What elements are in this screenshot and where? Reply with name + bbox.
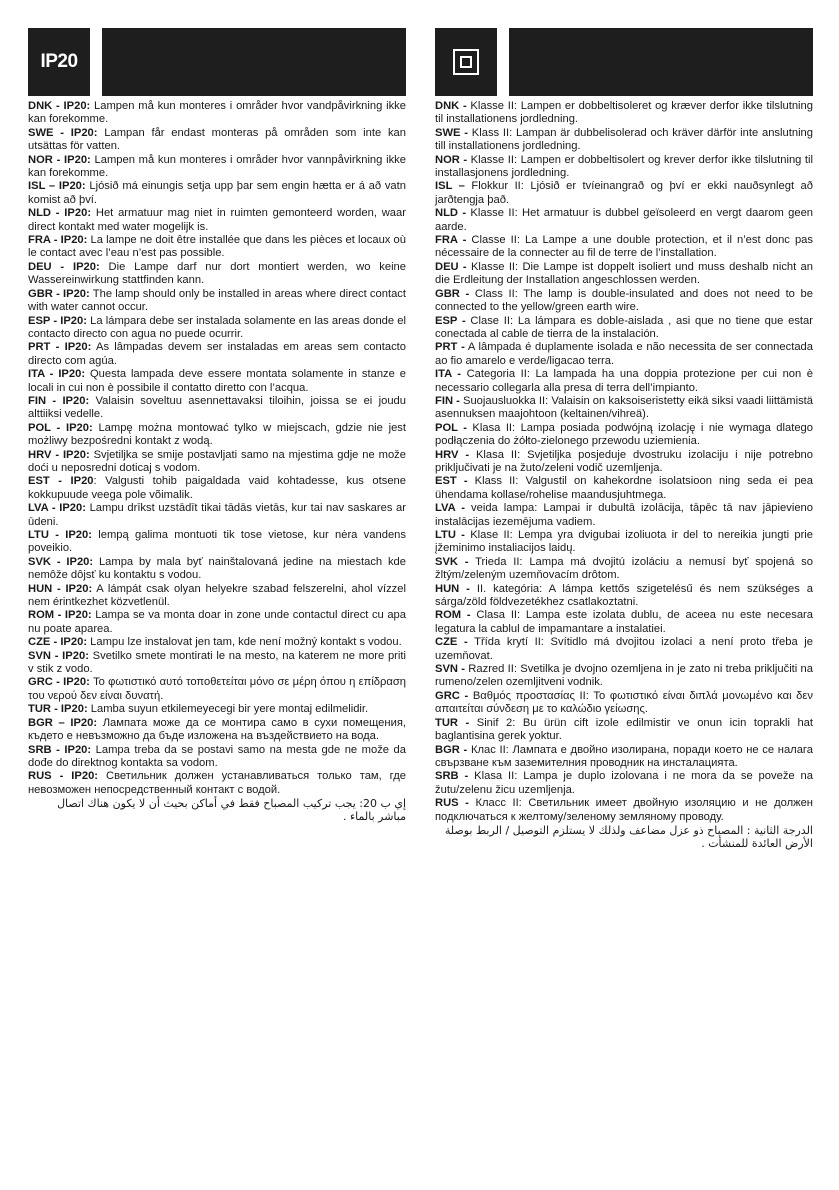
language-entry — [28, 207, 406, 234]
language-code: HUN - — [435, 582, 470, 595]
language-entry — [28, 502, 406, 529]
entry-text: : Valgusti tohib paigaldada vaid kohtadesse, kus otsene kokkupuude veega pole võimalik. — [28, 475, 406, 501]
entry-text: Valaisin soveltuu asennettavaksi tiloihin, joissa se ei joudu alttiiksi vedelle. — [28, 394, 407, 421]
entry-text: Лампата може да се монтира само в сухи помещения, където е невъзможно да бъде изложена на въздействието на вода. — [28, 716, 406, 743]
entry-text: Lampu drīkst uzstādīt tikai tādās vietās, kur tai nav saskares ar ūdeni. — [28, 502, 406, 528]
entry-text: Klasse II: Lampen er dobbeltisoleret og kræver derfor ikke tilslutning til installationens jordledning. — [435, 100, 813, 126]
entry-text: Klasa II: Lampa posiada podwójną izolację i nie wymaga dlatego podłączenia do żółto-zielonego przewodu uziemienia. — [435, 421, 813, 448]
class2-header — [435, 28, 813, 96]
language-entry — [28, 744, 406, 771]
language-entry — [28, 261, 406, 288]
language-entry — [435, 556, 813, 583]
language-code: SVK - — [435, 555, 469, 568]
language-entry — [435, 529, 813, 556]
language-code: HRV - — [435, 448, 470, 461]
entry-text: Clasa II: Lampa este izolata dublu, de aceea nu este necesara legatura la cablul de impamantare a instalatiei. — [435, 609, 813, 635]
language-code: PRT - — [435, 341, 465, 354]
ip20-header — [28, 28, 406, 96]
entry-text: Suojausluokka II: Valaisin on kaksoiseristetty eikä siksi vaadi liittämistä asennuksen maajohtoon (keltainen/vihreä). — [435, 394, 813, 421]
language-entry — [435, 368, 813, 395]
language-code: ITA - IP20: — [28, 368, 86, 381]
language-code: BGR - — [435, 743, 468, 756]
language-code: NLD - IP20: — [28, 207, 92, 220]
entry-text: Lamba suyun etkilemeyecegi bir yere montaj edilmelidir. — [87, 703, 369, 716]
entry-text: Sinif 2: Bu ürün cift izole edilmistir ve onun icin toprakli hat baglantisina gerek yoktur. — [435, 716, 814, 743]
language-entry — [28, 770, 406, 797]
language-entry — [435, 690, 813, 717]
language-entry — [28, 127, 406, 154]
language-code: FRA - — [435, 234, 467, 247]
language-code: DEU - — [435, 260, 467, 273]
entry-text: Klasse II: Lampen er dobbeltisolert og krever derfor ikke tilslutning til installasjonens jordledning. — [435, 153, 813, 180]
language-code: ITA - — [435, 368, 462, 381]
language-code: DNK - IP20: — [28, 100, 91, 112]
entry-text: La lampe ne doit être installée que dans les pièces et locaux où le contact avec l’eau n’est pas possible. — [28, 234, 406, 260]
language-entry — [28, 368, 406, 395]
entry-text: Questa lampada deve essere montata solamente in stanze e locali in cui non è possibile il contatto diretto con l’acqua. — [28, 368, 406, 394]
language-entry — [435, 315, 813, 342]
language-entry — [28, 180, 406, 207]
entry-text: Klasa II: Svjetiljka posjeduje dvostruku izolaciju i nije potrebno priključivati je na žuto/zeleni vodič uzemljenja. — [435, 448, 813, 474]
language-entry — [28, 650, 406, 677]
entry-text: Ljósið má einungis setja upp þar sem engin hætta er á að vatn komist að því. — [28, 180, 406, 206]
entry-text: Lampen må kun monteres i områder hvor vandpåvirkning ikke kan forekomme. — [28, 100, 406, 126]
double-insulation-icon — [453, 49, 479, 75]
ip20-badge — [28, 28, 90, 96]
language-code: PRT - IP20: — [28, 341, 92, 354]
language-entry — [435, 502, 813, 529]
language-code: POL - — [435, 421, 467, 434]
entry-text: Klass II: Valgustil on kahekordne isolatsioon ning seda ei pea ühendama kollase/rohelise maandusjuhtmega. — [435, 475, 813, 501]
entry-text: Svetilko smete montirati le na mesto, na katerem ne more priti v stik z vodo. — [28, 649, 406, 676]
language-code: NOR - IP20: — [28, 153, 91, 166]
entry-text: Lampa by mala byť nainštalovaná jedine na miestach kde nemôže dôjsť ku kontaktu s vodou. — [28, 555, 406, 582]
language-entry — [435, 234, 813, 261]
entry-text: Lampa treba da se postavi samo na mesta gde ne može da dođe do direktnog kontakta sa vodom. — [28, 743, 406, 769]
language-code: TUR - — [435, 716, 470, 729]
language-entry — [28, 449, 406, 476]
entry-text: Το φωτιστικό αυτό τοποθετείται μόνο σε μέρη όπου η επίδραση του νερού δεν είναι δυνατή. — [28, 676, 406, 702]
language-entry — [28, 341, 406, 368]
language-code: SVN - IP20: — [28, 649, 89, 662]
entry-text: Светильник должен устанавливаться только там, где невозможен непосредственный контакт с водой. — [28, 770, 407, 796]
entry-text: As lâmpadas devem ser instaladas em areas sem contacto directo com agúa. — [28, 341, 406, 367]
language-entry — [28, 556, 406, 583]
entry-text: Trieda II: Lampa má dvojitú izoláciu a nemusí byť spojená so žltým/zeleným uzemňovacím drôtom. — [435, 555, 813, 582]
language-code: ISL – IP20: — [28, 180, 86, 193]
language-entry — [28, 717, 406, 744]
language-entry — [28, 703, 406, 716]
entry-text: lempą galima montuoti tik tose vietose, kur nėra vandens poveikio. — [28, 529, 406, 555]
entry-text: Razred II: Svetilka je dvojno ozemljena in je zato ni treba priključiti na rumeno/zelen ozemljitveni vodnik. — [435, 663, 813, 689]
language-code: FIN - — [435, 394, 460, 407]
entry-text: Lampa se va monta doar in zone unde contactul direct cu apa nu poate aparea. — [28, 609, 406, 635]
language-code: NOR - — [435, 153, 468, 166]
class-ii-badge — [435, 28, 497, 96]
language-code: POL - IP20: — [28, 421, 93, 434]
entry-text: veida lampa: Lampai ir dubultā izolācija, tāpēc tā nav jāpievieno instalācijas iezemējuma vadiem. — [435, 502, 813, 528]
language-entry — [28, 636, 406, 649]
language-entry — [435, 207, 813, 234]
language-entry — [28, 154, 406, 181]
language-code: FIN - IP20: — [28, 394, 90, 407]
language-entry — [435, 475, 813, 502]
language-code: LTU - — [435, 529, 465, 541]
language-code: SVN - — [435, 663, 466, 676]
language-code: GRC - IP20: — [28, 676, 90, 689]
language-entry — [28, 100, 406, 127]
language-code: ESP - IP20: — [28, 314, 87, 327]
language-code: LVA - — [435, 502, 466, 515]
entry-text: Класс II: Светильник имеет двойную изоляцию и не должен подключаться к желтому/зеленому земляному проводу. — [435, 797, 813, 823]
language-code: SRB - IP20: — [28, 743, 92, 756]
language-entry — [435, 341, 813, 368]
class2-column — [435, 28, 813, 850]
entry-text: Klase II: Lempa yra dvigubai izoliuota ir del to nereikia jungti prie įžeminimo instaliacijos laidų. — [435, 529, 813, 555]
entry-text: Klasse II: Die Lampe ist doppelt isoliert und muss deshalb nicht an die Erdleitung der Installation angeschlossen werden. — [435, 260, 813, 287]
language-entry — [435, 636, 813, 663]
language-entry — [435, 261, 813, 288]
entry-text: Die Lampe darf nur dort montiert werden, wo keine Wassereinwirkung stattfinden kann. — [28, 260, 406, 287]
language-entry — [435, 744, 813, 771]
language-code: SWE - — [435, 126, 468, 139]
language-code: HRV - IP20: — [28, 448, 90, 461]
language-entry — [435, 154, 813, 181]
entry-text: La lámpara debe ser instalada solamente en las areas donde el contacto directo con agua no puede ocurrir. — [28, 314, 406, 340]
language-code: LTU - IP20: — [28, 529, 92, 541]
language-code: SWE - IP20: — [28, 126, 98, 139]
entry-text: Het armatuur mag niet in ruimten gemonteerd worden, waar direct kontakt med water mogelijk is. — [28, 207, 406, 233]
entry-text: Clase II: La lámpara es doble-aislada , asi que no tiene que estar conectada al cable de tierra de la instalación. — [435, 314, 813, 340]
language-code: RUS - — [435, 797, 469, 810]
ip20-badge-label: IP20 — [40, 51, 78, 72]
arabic-entry: إي ب 20: يجب تركيب المصباح فقط في أماكن بحيث أن لا يكون هناك اتصال مباشر بالماء . — [57, 797, 406, 824]
entry-text: Lampan får endast monteras på områden som inte kan utsättas för vatten. — [28, 126, 406, 153]
class2-entries — [435, 100, 813, 824]
entry-text: Klasse II: Het armatuur is dubbel geïsoleerd en vergt daarom geen aarde. — [435, 207, 814, 233]
language-code: ROM - — [435, 609, 471, 622]
language-code: DEU - IP20: — [28, 260, 100, 273]
language-entry — [435, 717, 813, 744]
language-entry — [28, 475, 406, 502]
language-code: RUS - IP20: — [28, 770, 99, 783]
entry-text: Třída krytí II: Svítidlo má dvojitou izolaci a není proto třeba je uzemňovat. — [435, 636, 813, 662]
language-code: ISL – — [435, 180, 465, 193]
language-entry — [435, 180, 813, 207]
ip20-entries — [28, 100, 406, 797]
entry-text: The lamp should only be installed in areas where direct contact with water cannot occur. — [28, 287, 407, 314]
language-entry — [28, 395, 406, 422]
entry-text: Lampen må kun monteres i områder hvor vannpåvirkning ikke kan forekomme. — [28, 153, 406, 180]
language-code: GRC - — [435, 689, 469, 702]
entry-text: A lâmpada é duplamente isolada e não necessita de ser connectada ao fio amarelo e verde/ligacao terra. — [435, 341, 813, 367]
language-code: SRB - — [435, 770, 469, 783]
language-code: GBR - IP20: — [28, 287, 90, 300]
language-entry — [435, 100, 813, 127]
language-entry — [435, 422, 813, 449]
language-entry — [435, 288, 813, 315]
language-code: SVK - IP20: — [28, 555, 94, 568]
language-code: DNK - — [435, 100, 467, 112]
language-code: BGR – IP20: — [28, 716, 98, 729]
arabic-entry: الدرجة الثانية : المصباح ذو عزل مضاعف ولذلك لا يستلزم التوصيل / الربط بوصلة الأرض العائدة للمنشأت . — [444, 823, 813, 850]
language-entry — [28, 583, 406, 610]
language-entry — [28, 422, 406, 449]
entry-text: Βαθμός προστασίας II: Το φωτιστικό είναι διπλά μονωμένο και δεν απαιτείται σύνδεση με το καλώδιο γείωσης. — [435, 689, 813, 716]
entry-text: Lampu lze instalovat jen tam, kde není možný kontakt s vodou. — [87, 636, 402, 649]
language-entry — [435, 127, 813, 154]
language-entry — [28, 676, 406, 703]
entry-text: A lámpát csak olyan helyekre szabad felszerelni, ahol vízzel nem érintkezhet közvetlenül. — [28, 582, 406, 609]
entry-text: Flokkur II: Ljósið er tvíeinangrað og því er ekki nauðsynlegt að jarðtengja það. — [435, 180, 813, 206]
header-bar — [509, 28, 813, 96]
language-code: GBR - — [435, 287, 470, 300]
entry-text: Class II: The lamp is double-insulated and does not need to be connected to the yellow/green earth wire. — [435, 287, 813, 314]
entry-text: Classe II: La Lampe a une double protection, et il n’est donc pas nécessaire de la connecter au fil de terre de l’installation. — [435, 234, 813, 260]
language-entry — [28, 288, 406, 315]
language-code: NLD - — [435, 207, 467, 220]
language-code: CZE - — [435, 636, 468, 649]
entry-text: Svjetiljka se smije postavljati samo na mjestima gdje ne može doći u neposredni doticaj s vodom. — [28, 448, 406, 474]
language-code: CZE - IP20: — [28, 636, 88, 649]
language-code: LVA - IP20: — [28, 502, 86, 515]
entry-text: Klasa II: Lampa je duplo izolovana i ne mora da se poveže na žutu/zelenu žicu uzemljenja. — [435, 770, 813, 796]
language-code: EST - — [435, 475, 468, 488]
entry-text: Lampę można montować tylko w miejscach, gdzie nie jest możliwy bezpośredni kontakt z wodą. — [28, 421, 407, 448]
entry-text: Клас II: Лампата е двойно изолирана, поради което не се налага свързване към заземителния проводник на инсталацията. — [435, 743, 813, 769]
language-entry — [435, 663, 813, 690]
language-code: HUN - IP20: — [28, 582, 93, 595]
language-entry — [435, 583, 813, 610]
language-entry — [435, 797, 813, 824]
header-bar — [102, 28, 406, 96]
language-entry — [435, 449, 813, 476]
language-entry — [435, 395, 813, 422]
language-entry — [435, 770, 813, 797]
ip20-column — [28, 28, 406, 823]
language-entry — [28, 529, 406, 556]
language-code: TUR - IP20: — [28, 703, 88, 716]
entry-text: II. kategória: A lámpa kettős szigetelésű és nem szükséges a sárga/zöld földvezetékhez csatlakoztatni. — [435, 582, 813, 609]
language-code: FRA - IP20: — [28, 234, 88, 247]
entry-text: Klass II: Lampan är dubbelisolerad och kräver därför inte anslutning till installationens jordledning. — [435, 126, 813, 153]
language-entry — [28, 315, 406, 342]
language-code: ROM - IP20: — [28, 609, 92, 622]
language-entry — [28, 234, 406, 261]
language-code: ESP - — [435, 314, 466, 327]
language-code: EST - IP20 — [28, 475, 94, 488]
language-entry — [435, 609, 813, 636]
entry-text: Categoria II: La lampada ha una doppia protezione per cui non è necessario collegarla alla presa di terra dell’impianto. — [435, 368, 813, 394]
language-entry — [28, 609, 406, 636]
